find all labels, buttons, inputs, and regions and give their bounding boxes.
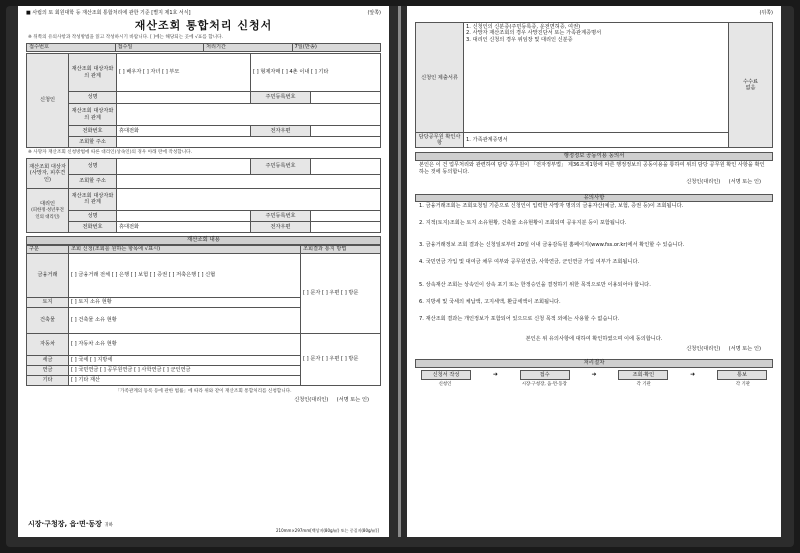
doc-item-1: 1. 신청인의 신분증(주민등록증, 운전면허증, 여권) [466,23,581,30]
relation-label-2: 재산조회 대상자와의 관계 [69,104,117,126]
col-notify: 조회결과 통지 방법 [301,245,381,254]
agent-label [27,188,69,232]
rrn-label: 주민등록번호 [250,92,310,104]
agent-subtitle: (피한정·성년후견인의 대리인) [31,208,64,220]
col-request: 조회 신청(조회를 원하는 항목에 √표시) [69,245,301,254]
cat-pension: 연금 [27,366,69,376]
flow-step-2: 접수 [520,370,570,381]
flow-sub-4: 각 기관 [735,382,750,388]
confirm-text: 본인은 위 유의사항에 대하여 확인하였으며 이에 동의합니다. [525,335,663,342]
target-rrn-label: 주민등록번호 [251,158,311,174]
consent-bar: 행정정보 공동이용 동의서 [415,152,773,161]
relation-child[interactable]: [ ] 자녀 [143,69,161,76]
recipient-footer [28,520,113,529]
agent-mobile-label: 휴대전화 [117,221,251,232]
target-name-label: 성명 [69,158,117,174]
flow-sub-1: 신청인 [438,382,452,388]
agent-title: 대리인 [39,200,56,207]
name-field[interactable] [117,92,251,104]
back-side-label: (뒤쪽) [759,10,773,16]
item-pension[interactable]: [ ] 국민연금 [ ] 공무원연금 [ ] 사학연금 [ ] 군인연금 [69,366,301,376]
relation-cousin[interactable]: [ ] 4촌 이내 [282,69,310,76]
note-6: 6. 지방세 및 국세의 체납액, 고지세액, 환급세액이 조회됩니다. [419,299,561,306]
flow-sub-2: 시장·구청장, 읍·면·동장 [521,382,567,388]
cat-finance: 금융거래 [27,254,69,298]
target-notice: ※ 사망자 재산조회 신청방법에 따른 대리인(상속인)의 경우 아래 란에 작성합니다. [28,150,193,156]
flow-step-3: 조회·확인 [618,370,668,381]
item-finance[interactable]: [ ] 금융거래 전체 [ ] 은행 [ ] 보험 [ ] 증권 [ ] 저축은행 [ ] 신협 [69,254,301,298]
page-separator [398,6,401,537]
item-other[interactable]: [ ] 기타 재산 [69,376,301,386]
target-address-field[interactable] [117,174,381,188]
target-address-label: 조회할 주소 [69,174,117,188]
form-title: 재산조회 통합처리 신청서 [134,19,273,33]
process-period-label: 처리기간 [204,43,293,52]
relation-sibling[interactable]: [ ] 형제자매 [252,69,281,76]
agent-rrn-field[interactable] [311,210,381,221]
inquiry-heading: 재산조회 내용 [26,236,381,245]
form-legal-basis: ■ 사립의 또 회원대학 등 재산조회 통합처리에 관한 기준 [별지 제1호 서식] [26,10,191,16]
cat-building: 건축물 [27,308,69,334]
item-vehicle[interactable]: [ ] 자동차 소유 현황 [69,334,301,356]
notes-bar: 유의사항 [415,194,773,203]
note-7: 7. 재산조회 결과는 개인정보가 포함되어 있으므로 신청 목적 외에는 사용할 수 없습니다. [419,316,620,323]
officer-item: 1. 가족관계증명서 [464,133,729,148]
consent-sign-label: 신청인(대리인) [686,179,721,185]
doc-item-3: 3. 대리인 신청의 경우 위임장 및 대리인 신분증 [466,36,573,43]
doc-label: 신청인 제출서류 [416,23,464,133]
relation-label: 재산조회 대상자와의 관계 [69,54,117,92]
relation-field[interactable] [117,104,381,126]
receipt-date-label: 접수일 [115,43,204,52]
page-side-label: (앞쪽) [367,10,381,16]
agent-relation-field[interactable] [117,188,381,210]
flow-step-4: 통보 [717,370,767,381]
agent-rrn-label: 주민등록번호 [251,210,311,221]
arrow-right-icon: ➜ [591,371,597,379]
consent-sign-hint[interactable]: (서명 또는 인) [728,179,761,185]
inquiry-table [26,245,381,387]
fee-label: 수수료 [742,78,759,85]
notify-1[interactable]: [ ] 문자 [ ] 우편 [ ] 방문 [301,254,381,334]
cat-other: 기타 [27,376,69,386]
arrow-right-icon: ➜ [690,371,696,379]
consent-text: 본인은 이 건 업무처리와 관련하여 담당 공무원이 「전자정부법」 제36조제1항에 따른 행정정보의 공동이용을 통하여 위의 담당 공무원 확인 사항을 확인하는 것에 동의합니다. [419,162,765,175]
doc-item-2: 2. 사망자 재산조회의 경우 사망진단서 또는 가족관계증명서 [466,30,602,37]
applicant-label: 신청인 [27,54,69,148]
form-front-page [18,6,389,537]
address-field[interactable] [117,137,381,148]
note-2: 2. 지적(토지)조회는 토지 소유현황, 건축물 소유현황이 조회되며 공유지분 등이 포함됩니다. [419,220,627,227]
mobile-label: 휴대전화 [117,126,251,137]
consent-statement: 「가족관계의 등록 등에 관한 법률」에 따라 위와 같이 재산조회 통합처리를 신청합니다. [115,389,292,395]
phone-label: 전화번호 [69,126,117,137]
recipient-suffix: 귀하 [104,523,113,529]
item-building[interactable]: [ ] 건축물 소유 현황 [69,308,301,334]
flow-sub-3: 각 기관 [636,382,651,388]
confirm-sign-line [407,344,781,355]
form-notice: ※ 뒤쪽의 유의사항과 작성방법을 읽고 작성하시기 바랍니다. [ ]에는 해당되는 곳에 √표를 합니다. [28,35,223,40]
form-header-line [18,6,389,16]
cat-tax: 세금 [27,356,69,366]
target-rrn-field[interactable] [311,158,381,174]
cat-land: 토지 [27,298,69,308]
process-flow [407,368,781,383]
note-4: 4. 국민연금 가입 및 대여금 채무 여부와 공무원연금, 사학연금, 군인연금 가입 여부가 조회됩니다. [419,258,640,265]
process-flow-sub [407,382,781,390]
cat-vehicle: 자동차 [27,334,69,356]
recipient-name: 시장·구청장, 읍·면·동장 [28,520,102,529]
confirm-sign-hint[interactable]: (서명 또는 인) [728,346,761,353]
form-back-page [407,6,781,537]
note-5: 5. 상속재산 조회는 상속인이 상속 포기 또는 한정승인을 결정하기 위한 목적으로만 이용되어야 합니다. [419,282,651,289]
relation-parent[interactable]: [ ] 부모 [162,69,180,76]
address-label: 조회할 주소 [69,137,117,148]
front-sign-label: 신청인(대리인) [294,396,329,403]
receipt-no-label: 접수번호 [27,43,116,52]
fee-value: 없음 [745,85,756,92]
documents-table [415,22,773,148]
applicant-table [26,53,381,148]
item-land[interactable]: [ ] 토지 소유 현황 [69,298,301,308]
receipt-table [26,43,381,53]
front-sign-hint[interactable]: (서명 또는 인) [336,396,369,403]
target-table [26,158,381,233]
target-name-field[interactable] [117,158,251,174]
process-period-value: 7일(반송) [292,43,381,52]
rrn-field[interactable] [310,92,380,104]
note-3: 3. 금융거래정보 조회 결과는 신청일로부터 20일 이내 금융감독원 홈페이지(www.fss.or.kr)에서 확인할 수 있습니다. [419,241,685,248]
relation-other[interactable]: [ ] 기타 [311,69,329,76]
item-tax[interactable]: [ ] 국세 [ ] 지방세 [69,356,301,366]
email-label: 전자우편 [250,126,310,137]
agent-name-field[interactable] [117,210,251,221]
agent-relation-label: 재산조회 대상자와의 관계 [69,188,117,210]
name-label: 성명 [69,92,117,104]
process-bar: 처리절차 [415,359,773,368]
email-field[interactable] [310,126,380,137]
target-label: 재산조회 대상자(사망자, 피후견인) [27,158,69,188]
agent-phone-label: 전화번호 [69,221,117,232]
agent-email-label: 전자우편 [251,221,311,232]
col-category: 구분 [27,245,69,254]
front-sign-line [18,395,389,406]
notes-list [407,202,781,335]
officer-label: 담당공무원 확인사항 [416,133,464,148]
relation-spouse[interactable]: [ ] 배우자 [119,69,142,76]
note-1: 1. 금융거래조회는 조회요청일 기준으로 신청인이 입력한 사망자 명의의 금융자산(예금, 보험, 증권 등)이 조회됩니다. [419,203,684,210]
paper-spec: 210mm×297mm[백상지(80g/㎡) 또는 중질지(80g/㎡)] [276,528,379,533]
agent-name-label: 성명 [69,210,117,221]
confirm-sign-label: 신청인(대리인) [686,346,721,353]
arrow-right-icon: ➜ [492,371,498,379]
flow-step-1: 신청서 작성 [421,370,471,381]
consent-sign-line [407,177,781,188]
notify-2[interactable]: [ ] 문자 [ ] 우편 [ ] 방문 [301,334,381,386]
agent-email-field[interactable] [311,221,381,232]
